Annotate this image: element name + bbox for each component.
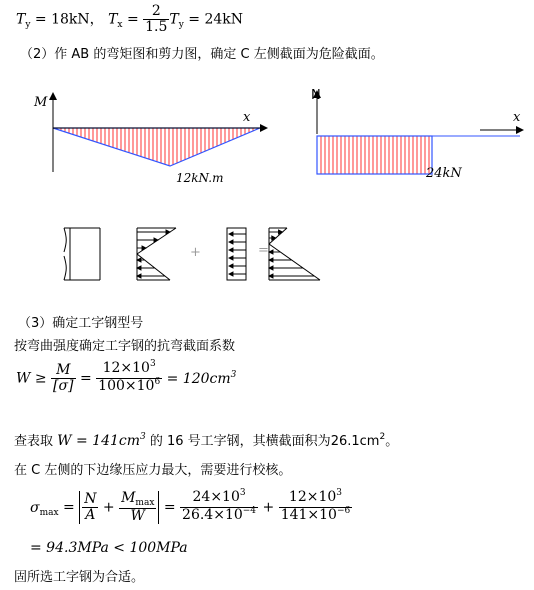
axial-stress-diagram [227,228,246,280]
bending-arrow-head [142,246,146,250]
bending-stress-arrows [137,230,170,278]
combined-arrow-head [269,274,273,278]
bending-stress-diagram [137,228,176,280]
table-lookup-line: 查表取 $W = 141cm^3$ 的 16 号工字钢，其横截面积为$26.1cm^2$。 [14,432,399,449]
axial-arrow-head [229,240,233,244]
moment-diagram [30,90,270,200]
plus-sign: + [190,245,201,260]
i-beam-section [64,228,100,280]
axial-stress-arrows [229,232,246,276]
equals-sign: = [258,243,269,258]
shear-diagram [310,88,530,188]
bending-arrow-head [137,274,141,278]
combined-arrow-head [269,258,273,262]
combined-arrow-head [269,250,273,254]
axial-arrow-head [229,248,233,252]
moment-x-label: x [243,110,251,125]
section-modulus-formula: W ≥ $\frac{M}{[\sigma]}$ = $\frac{12\times 10^3}{100\times 10^6}$ = $120cm^3$ [16,359,237,394]
combined-arrow-head [269,266,273,270]
conclusion-line: 固所选工字钢为合适。 [14,570,145,585]
shear-value-label: 24kN [426,166,462,181]
bending-arrow-head [166,230,170,234]
combined-arrow-head [272,236,276,240]
shear-hatch [321,136,429,174]
step-3-subtitle: 按弯曲强度确定工字钢的抗弯截面系数 [14,339,236,354]
step-3-title: （3）确定工字钢型号 [18,316,144,331]
moment-peak-label: 12kN.m [176,171,224,185]
stress-check-formula: $\sigma_{max}$ = $\frac{N}{A}$ + $\frac{M_{max}}{W}$ = $\frac{24\times 10^3}{26.4\times 10^{-4}}$ + $\frac{12\times 10^3}{141\times 10^{-6}}$ [30,488,351,524]
check-line: 在 C 左侧的下边缘压应力最大，需要进行校核。 [14,463,292,478]
moment-hatch [57,128,257,166]
formula-line-1: $T_y = 18kN$， $T_x$ = $\frac{2}{1.5}$ $T_y = 24kN$ [16,3,244,35]
step-2-text: （2）作 AB 的弯矩图和剪力图，确定 C 左侧截面为危险截面。 [20,47,384,62]
stress-diagram [62,226,362,288]
bending-arrow-head [154,238,158,242]
bending-arrow-head [137,258,141,262]
result-line: = 94.3MPa < 100MPa [30,540,188,556]
bending-arrow-head [137,266,141,270]
axial-arrow-head [229,264,233,268]
axial-arrow-head [229,272,233,276]
axial-arrow-head [229,256,233,260]
shear-area [317,136,432,174]
moment-y-label: M [34,95,48,110]
combined-arrow-head [279,230,283,234]
shear-y-label: N [311,88,321,103]
combined-stress-diagram [269,228,320,280]
shear-x-label: x [513,110,521,125]
axial-arrow-head [229,232,233,236]
